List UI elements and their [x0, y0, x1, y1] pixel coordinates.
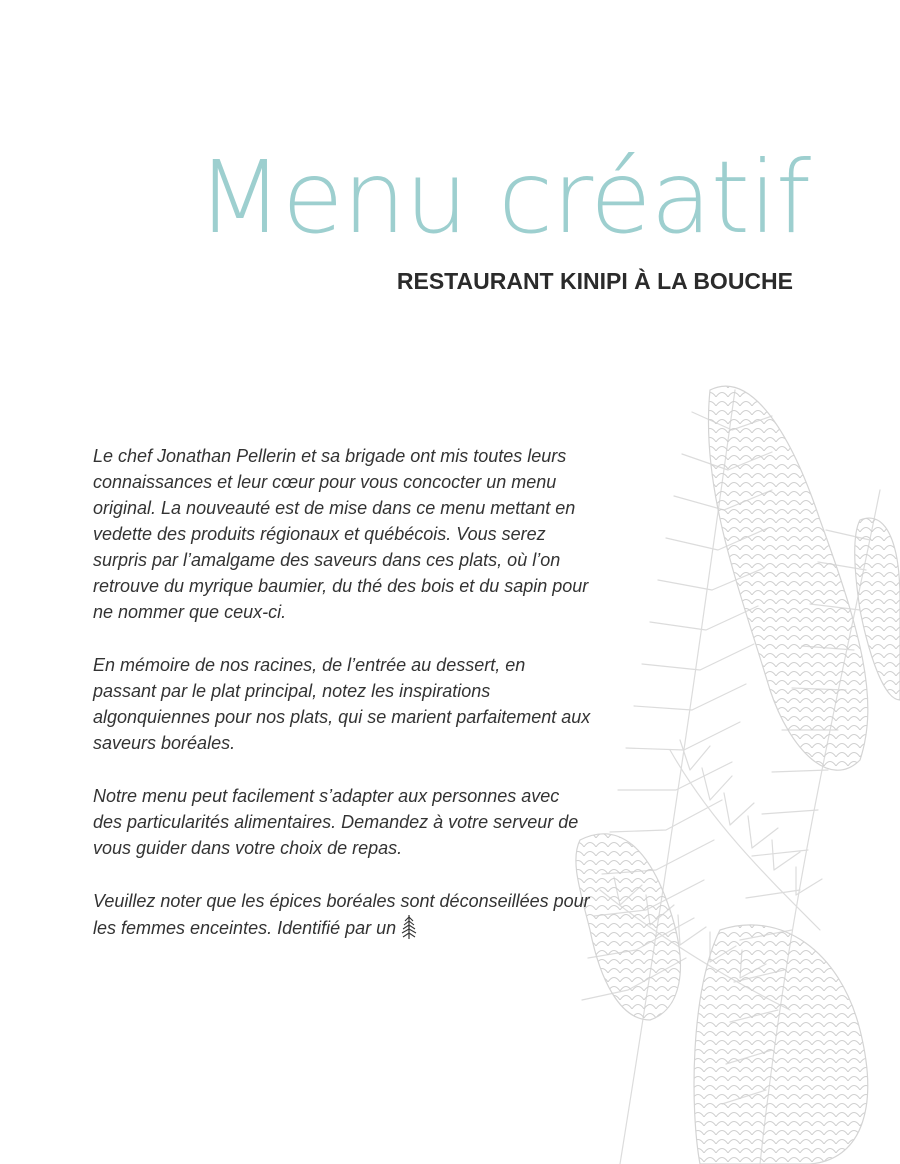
- fir-tree-icon: [400, 914, 418, 940]
- intro-paragraph-2: En mémoire de nos racines, de l’entrée au dessert, en passant par le plat principal, notez les inspirations algonquiennes pour nos plats, qui se marient parfaitement aux saveurs boréales.: [93, 655, 591, 753]
- intro-text: [93, 443, 593, 968]
- warning-paragraph: [93, 888, 593, 941]
- intro-paragraph-1: Le chef Jonathan Pellerin et sa brigade ont mis toutes leurs connaissances et leur cœur pour vous concocter un menu original. La nouveauté est de mise dans ce menu mettant en vedette des produits régionaux et québécois. Vous serez surpris par l’amalgame des saveurs dans ces plats, où l’on retrouve du myrique baumier, du thé des bois et du sapin pour ne nommer que ceux-ci.: [93, 446, 589, 622]
- intro-paragraph-3: Notre menu peut facilement s’adapter aux personnes avec des particularités alimentaires. Demandez à votre serveur de vous guider dans votre choix de repas.: [93, 786, 579, 858]
- pine-cone-branch-illustration: [560, 370, 900, 1164]
- page-title: Menu créatif: [196, 139, 810, 256]
- restaurant-name: RESTAURANT KINIPI À LA BOUCHE: [396, 268, 793, 294]
- warning-text: Veuillez noter que les épices boréales sont déconseillées pour les femmes enceintes. Identifié par un: [93, 891, 590, 938]
